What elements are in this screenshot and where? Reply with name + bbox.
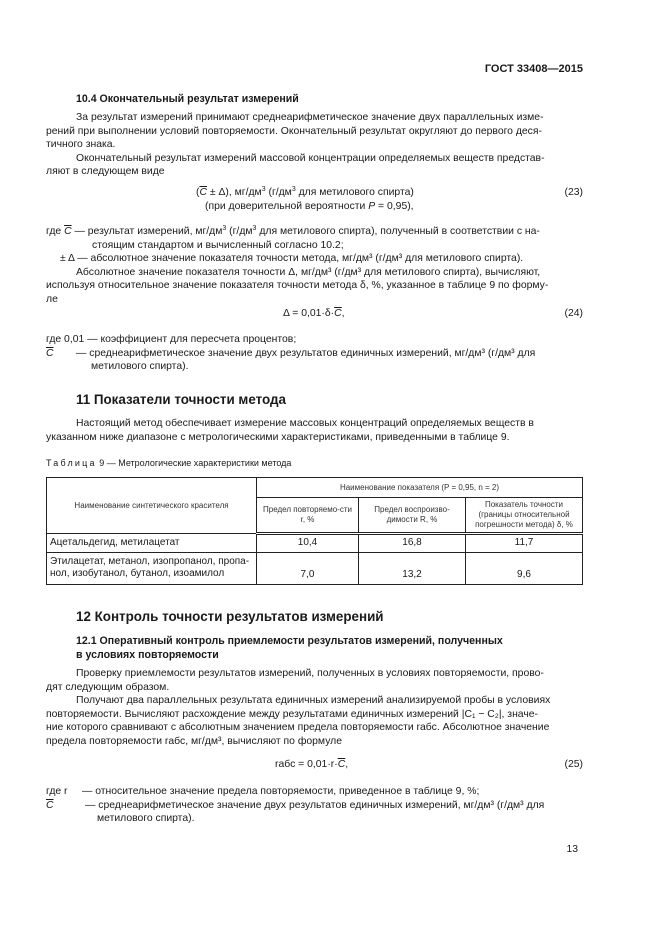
equation-23-condition: (при доверительной вероятности P = 0,95), [205, 201, 414, 212]
table-caption: Таблица 9 — Метрологические характеристики метода [46, 458, 292, 468]
paragraph: За результат измерений принимают среднеарифметическое значение двух параллельных изме- рений при выполнении условий повторяемости. Окончательный результат округляют до первого деся- тичного знака. Окончательный результат измерений массовой концентрации определяемых веществ представ- ляют в следующем виде [46, 112, 545, 178]
equation-23: $(\overline{C} \pm \Delta)$, $мг/дм^3$ ($г/дм^3$ для метилового спирта) [196, 186, 414, 198]
document-id: ГОСТ 33408—2015 [484, 63, 583, 75]
where-c: где $\overline{C}$ — результат измерений, $мг/дм^3$ ($г/дм^3$ для метилового спирта), полученный в соответствии с на- стоящим стандартом и вычисленный согласно 10.2; ± Δ — абсолютное значение показателя точности метода, мг/дм³ (г/дм³ для метилового спирта). Абсолютное значение показателя точности Δ, мг/дм³ (г/дм³ для метилового спирта), вычисляют, используя относительное значение показателя точности метода δ, %, указанное в таблице 9 по форму- ле [46, 225, 549, 305]
group-header: Наименование показателя (P = 0,95, n = 2) [257, 478, 583, 498]
section-11-title: 11 Показатели точности метода [76, 392, 286, 407]
section-10-4-title: 10.4 Окончательный результат измерений [76, 93, 299, 105]
where-list: где r — относительное значение предела повторяемости, приведенное в таблице 9, %; $\overline{C}$ — среднеарифметическое значение двух результатов единичных измерений, мг/дм³ (г/дм³ для метилового спирта). [46, 786, 545, 825]
table-row: Этилацетат, метанол, изопропанол, пропа-нол, изобутанол, бутанол, изоамилол 7,0 13,2 9,6 [47, 552, 583, 584]
col-header-r: Предел повторяемо-сти r, % [257, 498, 359, 534]
col-header-name: Наименование синтетического красителя [47, 478, 257, 534]
equation-number: (24) [564, 308, 583, 319]
section-12-1-title: 12.1 Оперативный контроль приемлемости результатов измерений, полученных в условиях повторяемости [76, 635, 503, 661]
equation-24: $\Delta = 0,01\cdot\delta\cdot\overline{C}$, [283, 308, 345, 319]
equation-number: (25) [564, 759, 583, 770]
paragraph: Проверку приемлемости результатов измерений, полученных в условиях повторяемости, прово- дят следующим образом. Получают два параллельных результата единичных измерений анализируемой пробы в условиях повторяемости. Вычисляют расхождение между результатами единичных измерений |C₁ − C₂|, значе- ние которого сравнивают с абсолютным значением предела повторяемости rабс. Абсолютное значение предела повторяемости rабс, мг/дм³, вычисляют по формуле [46, 668, 551, 747]
equation-25: rабс = $0,01\cdot r\cdot\overline{C}$, [275, 759, 349, 770]
equation-number: (23) [564, 187, 583, 198]
page-number: 13 [566, 844, 578, 855]
col-header-delta: Показатель точности (границы относительной погрешности метода) δ, % [466, 498, 583, 534]
paragraph: Настоящий метод обеспечивает измерение массовых концентраций определяемых веществ в указанном ниже диапазоне с метрологическими характеристиками, приведенными в таблице 9. [46, 418, 534, 443]
col-header-R: Предел воспроизво-димости R, % [359, 498, 466, 534]
section-12-title: 12 Контроль точности результатов измерений [76, 609, 384, 624]
metrology-table [46, 477, 583, 585]
where-list: где 0,01 — коэффициент для пересчета процентов; $\overline{C}$ — среднеарифметическое значение двух результатов единичных измерений, мг/дм³ (г/дм³ для метилового спирта). [46, 334, 536, 373]
table-row: Ацетальдегид, метилацетат 10,4 16,8 11,7 [47, 534, 583, 553]
